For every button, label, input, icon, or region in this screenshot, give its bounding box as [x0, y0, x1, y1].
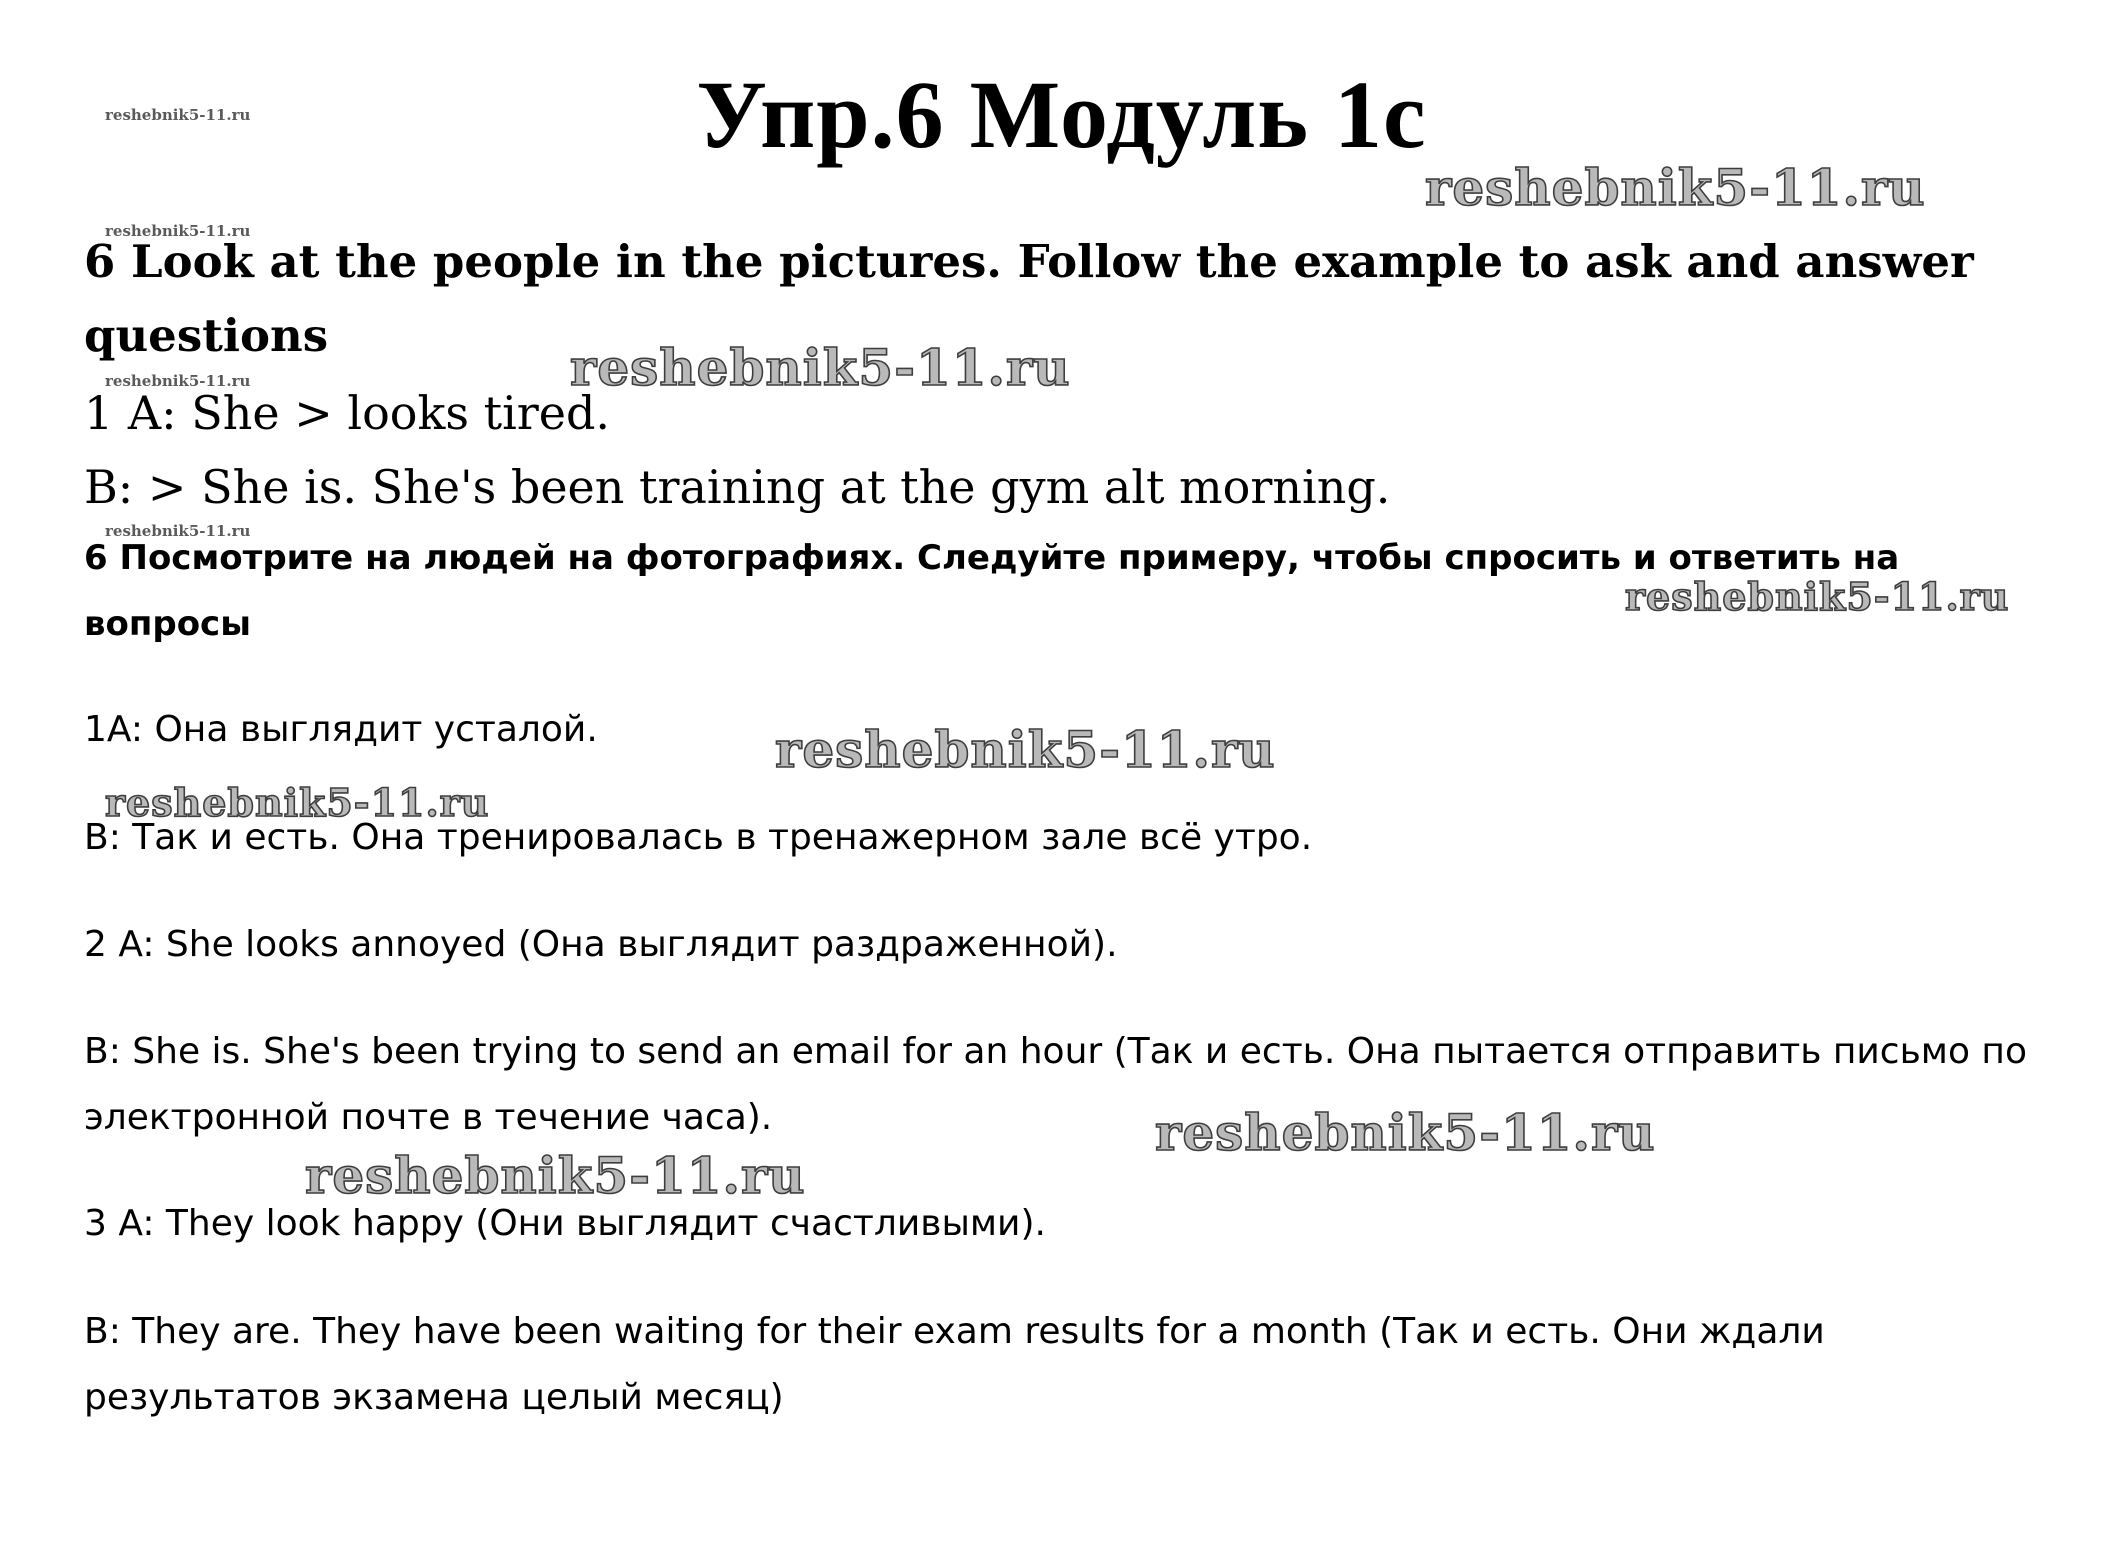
example-line-a: 1 A: She > looks tired.	[84, 386, 611, 440]
page-title: Упр.6 Модуль 1с	[696, 61, 1427, 168]
watermark-small: reshebnik5-11.ru	[105, 106, 251, 124]
watermark-small: reshebnik5-11.ru	[105, 372, 251, 390]
watermark-small: reshebnik5-11.ru	[105, 522, 251, 540]
answer-line: B: Так и есть. Она тренировалась в тренажерном зале всё утро.	[84, 817, 1313, 858]
watermark: reshebnik5-11.ru	[305, 1146, 806, 1205]
example-line-b: B: > She is. She's been training at the gym alt morning.	[84, 460, 1391, 514]
watermark: reshebnik5-11.ru	[1425, 158, 1926, 217]
watermark: reshebnik5-11.ru	[1625, 574, 2010, 619]
answer-line: B: They are. They have been waiting for their exam results for a month (Так и есть. Они ждали результатов экзамена целый месяц)	[84, 1311, 1825, 1418]
task-heading-english: 6 Look at the people in the pictures. Follow the example to ask and answer questions	[84, 235, 1974, 362]
watermark-small: reshebnik5-11.ru	[105, 222, 251, 240]
task-heading-russian: 6 Посмотрите на людей на фотографиях. Следуйте примеру, чтобы спросить и ответить на вопросы	[84, 538, 1900, 644]
answer-line: B: She is. She's been trying to send an email for an hour (Так и есть. Она пытается отправить письмо по электронной почте в течение часа).	[84, 1031, 2027, 1138]
answer-line: 1A: Она выглядит усталой.	[84, 709, 598, 750]
watermark: reshebnik5-11.ru	[105, 780, 490, 825]
answer-line: 2 A: She looks annoyed (Она выглядит раздраженной).	[84, 924, 1118, 965]
watermark: reshebnik5-11.ru	[1155, 1103, 1656, 1162]
answer-line: 3 A: They look happy (Они выглядит счастливыми).	[84, 1203, 1046, 1244]
watermark: reshebnik5-11.ru	[570, 338, 1071, 397]
watermark: reshebnik5-11.ru	[775, 720, 1276, 779]
